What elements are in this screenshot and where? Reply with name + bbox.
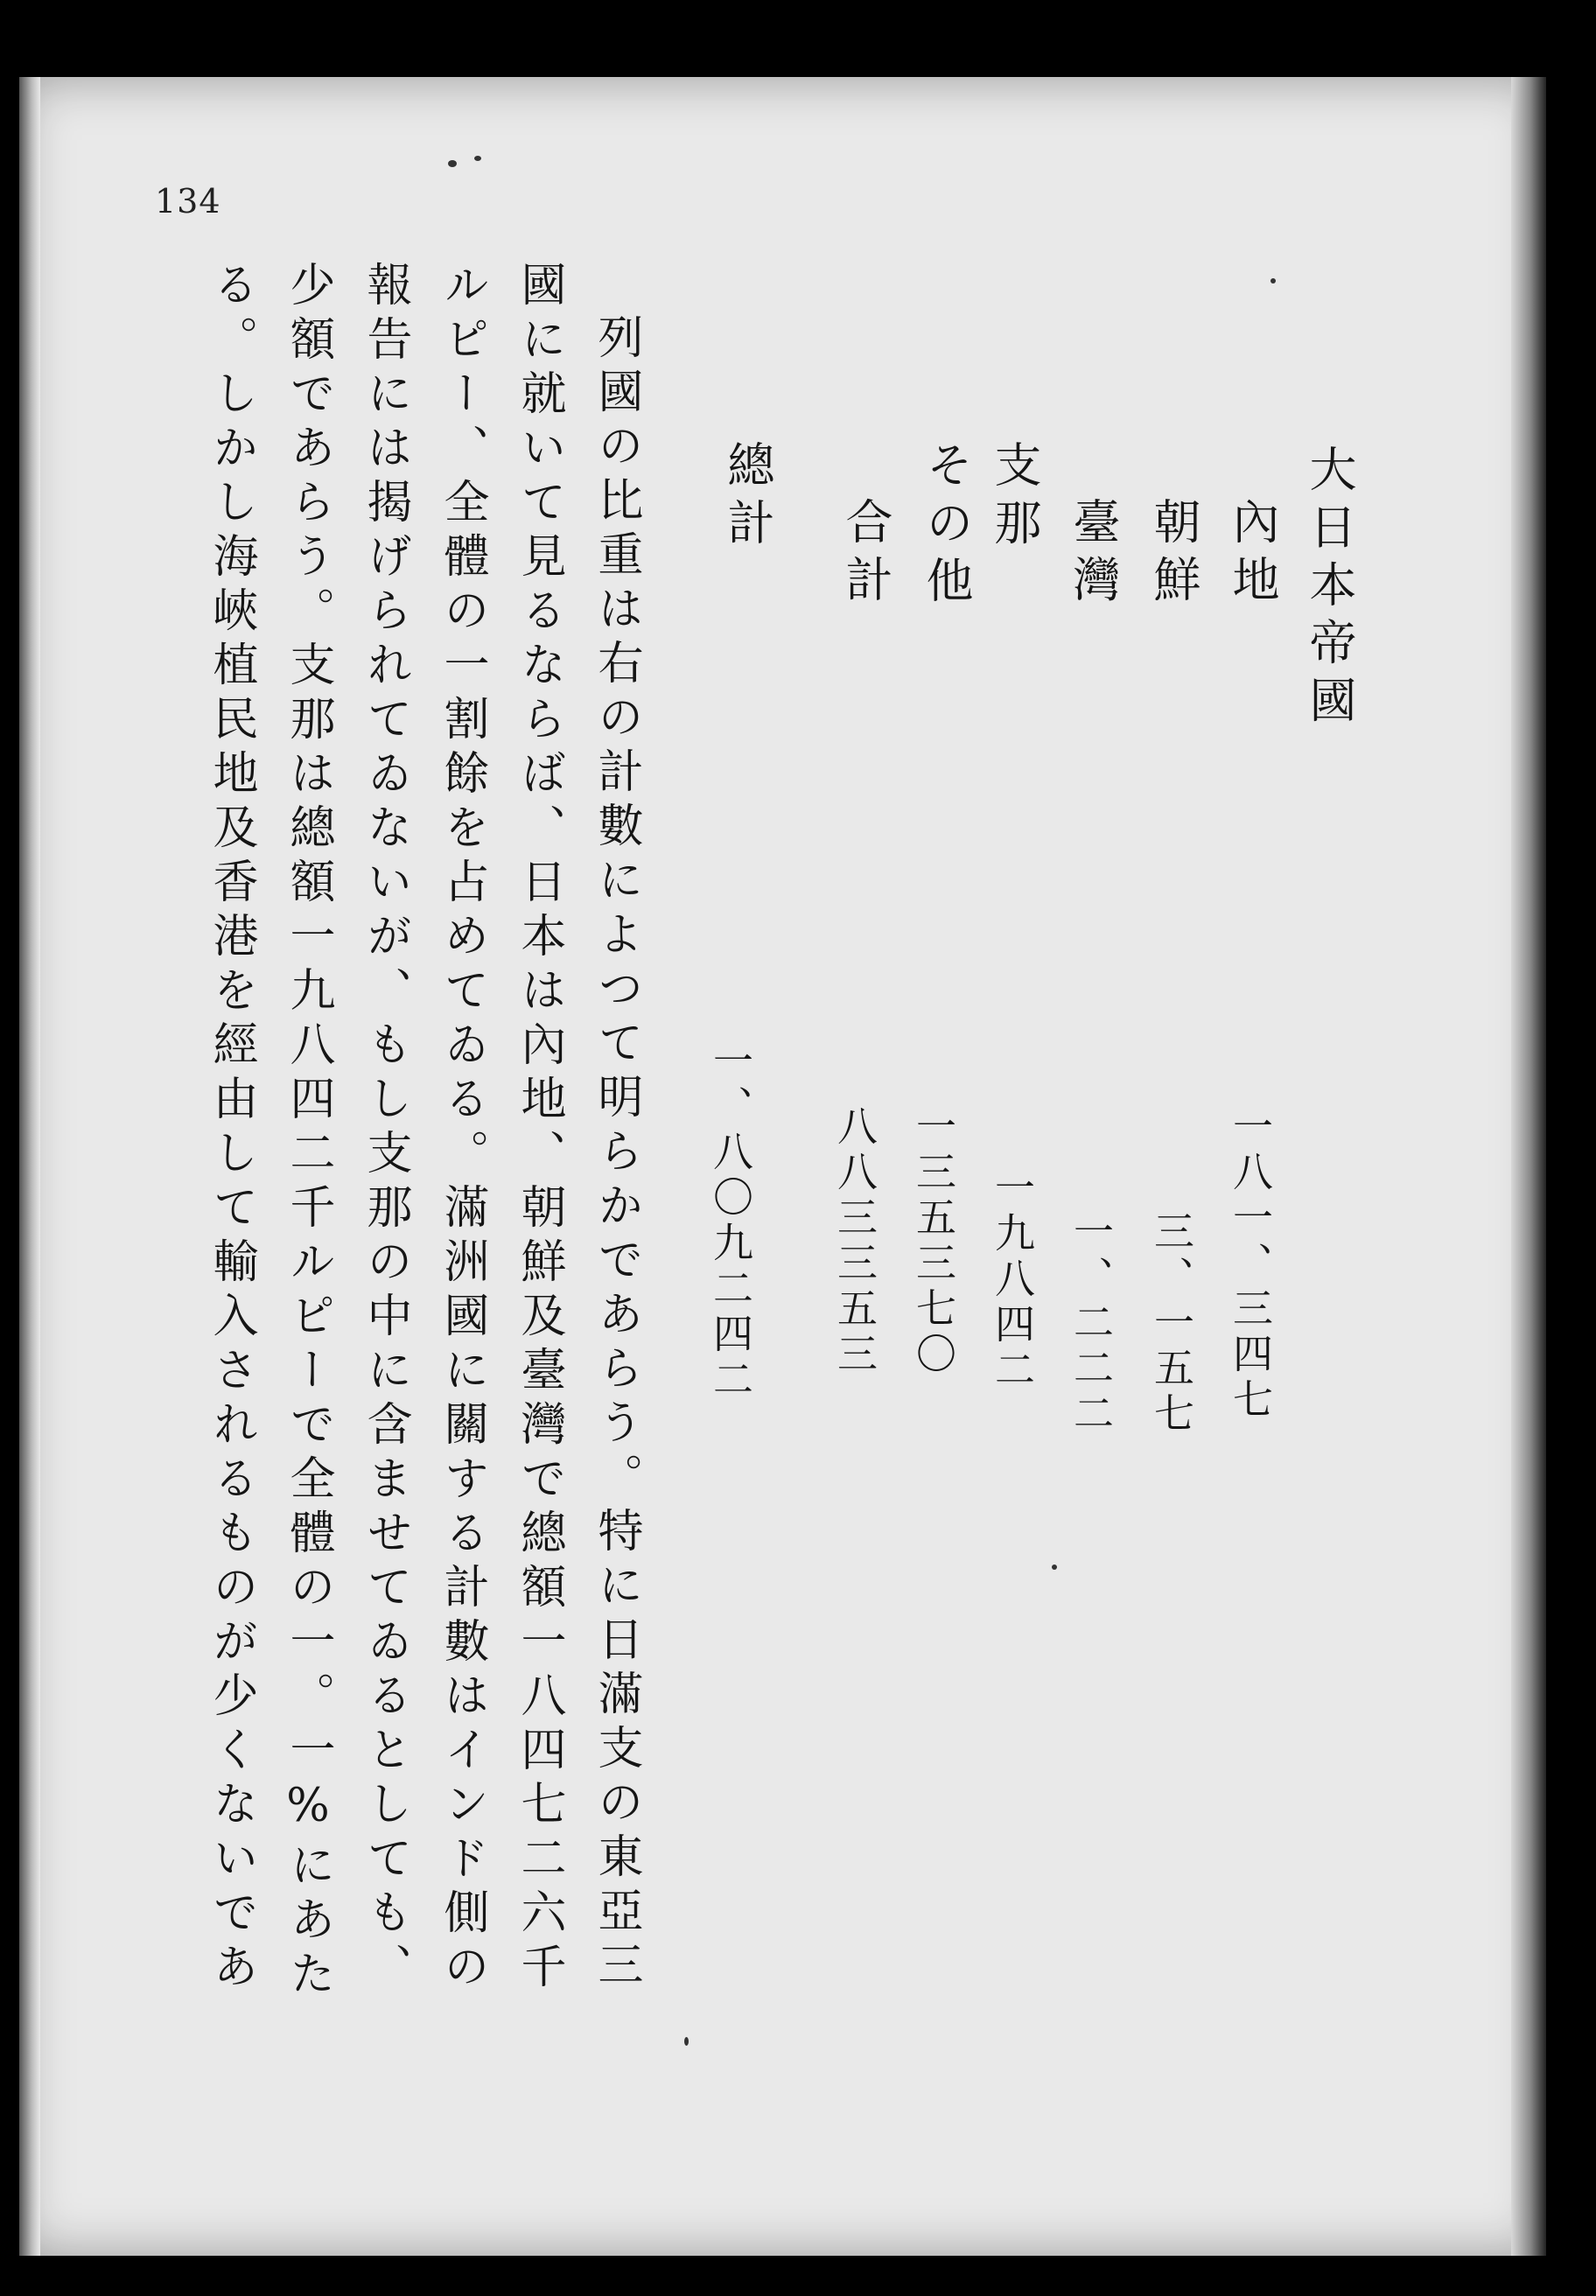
table-row-label-shina: 支那 bbox=[987, 440, 1042, 556]
table-row-value-shina: 一九八四二 bbox=[989, 1166, 1036, 1394]
scan-speck bbox=[1052, 1564, 1057, 1570]
scan-speck bbox=[1270, 278, 1276, 284]
body-line-1: 列國の比重は右の計數によつて明らかであらう。特に日滿支の東亞三 bbox=[590, 313, 642, 1995]
table-row-value-naichi: 一八一、三四七 bbox=[1227, 1105, 1274, 1424]
scan-speck bbox=[684, 2037, 689, 2046]
table-heading: 大日本帝國 bbox=[1302, 444, 1357, 733]
page-gutter-shadow bbox=[19, 77, 40, 2256]
scan-speck bbox=[474, 156, 481, 161]
table-row-value-taiwan: 一、二二二 bbox=[1068, 1210, 1115, 1438]
table-row-value-chosen: 三、一五七 bbox=[1148, 1210, 1195, 1438]
scan-speck bbox=[448, 160, 457, 167]
book-page bbox=[19, 77, 1546, 2256]
table-row-label-chosen: 朝鮮 bbox=[1146, 497, 1201, 612]
table-row-value-total: 一、八〇九二四二 bbox=[707, 1040, 754, 1404]
table-row-label-other: その他 bbox=[919, 440, 974, 613]
body-line-3: ルピー、全體の一割餘を占めてゐる。滿洲國に關する計數はインド側の bbox=[436, 261, 488, 1997]
body-line-5: 少額であらう。支那は總額一九八四二千ルピーで全體の一。一%にあた bbox=[282, 261, 334, 2004]
table-row-label-naichi: 內地 bbox=[1225, 497, 1280, 612]
table-row-label-total: 總計 bbox=[720, 440, 775, 556]
body-line-4: 報告には揭げられてゐないが、もし支那の中に含ませてゐるとしても、 bbox=[359, 261, 411, 1997]
body-line-6: る。しかし海峽植民地及香港を經由して輸入されるものが少くないであ bbox=[205, 261, 257, 1997]
table-row-value-other: 一三五三七〇 bbox=[910, 1105, 957, 1378]
table-row-value-subtotal: 八八三三五三 bbox=[831, 1105, 878, 1378]
page-number: 134 bbox=[155, 182, 221, 220]
body-line-2: 國に就いて見るならば、日本は內地、朝鮮及臺灣で總額一八四七二六千 bbox=[513, 261, 565, 1997]
table-row-label-subtotal: 合計 bbox=[838, 497, 893, 612]
table-row-label-taiwan: 臺灣 bbox=[1066, 497, 1121, 612]
page-edge-shadow bbox=[1511, 77, 1546, 2256]
